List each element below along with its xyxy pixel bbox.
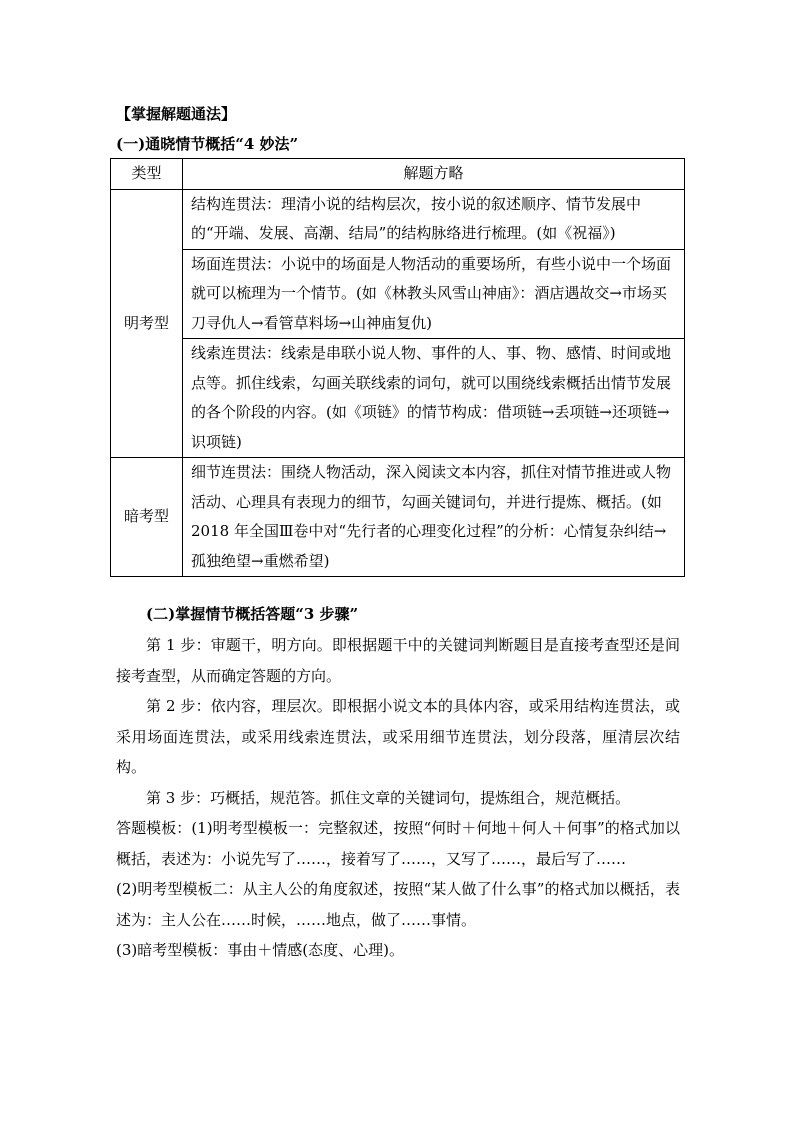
table-row [111, 189, 685, 249]
type-cell-implicit: 暗考型 [111, 458, 183, 577]
table-row [111, 458, 685, 577]
template-1-paragraph: 答题模板：(1)明考型模板一：完整叙述，按照“何时＋何地＋何人＋何事”的格式加以概括，表述为：小说先写了……，接着写了……，又写了……，最后写了…… [116, 819, 680, 868]
strategy-cell-detail: 细节连贯法：围绕人物活动，深入阅读文本内容，抓住对情节推进或人物活动、心理具有表现力的细节，勾画关键词句，并进行提炼、概括。(如 2018 年全国Ⅲ卷中对“先行者的心理变化过程”的分析：心情复杂纠结→孤独绝望→重燃希望) [183, 458, 685, 577]
type-cell-explicit: 明考型 [111, 189, 183, 458]
steps-block [116, 630, 680, 966]
step-3-paragraph: 第 3 步：巧概括，规范答。抓住文章的关键词句，提炼组合，规范概括。 [146, 788, 631, 807]
main-heading: 【掌握解题通法】 [116, 105, 237, 123]
step-2-paragraph: 第 2 步：依内容，理层次。即根据小说文本的具体内容，或采用结构连贯法，或采用场面连贯法，或采用线索连贯法，或采用细节连贯法，划分段落，厘清层次结构。 [116, 697, 680, 776]
section-2-title: (二)掌握情节概括答题“3 步骤” [146, 605, 359, 623]
strategy-cell-clue: 线索连贯法：线索是串联小说人物、事件的人、事、物、感情、时间或地点等。抓住线索，勾画关联线索的词句，就可以围绕线索概括出情节发展的各个阶段的内容。(如《项链》的情节构成：借项链→丢项链→还项链→识项链) [183, 339, 685, 458]
strategy-cell-structure: 结构连贯法：理清小说的结构层次，按小说的叙述顺序、情节发展中的“开端、发展、高潮、结局”的结构脉络进行梳理。(如《祝福》) [183, 189, 685, 249]
strategy-table [110, 158, 685, 577]
template-2-paragraph: (2)明考型模板二：从主人公的角度叙述，按照“某人做了什么事”的格式加以概括，表述为：主人公在……时候，……地点，做了……事情。 [116, 880, 680, 929]
step-1-paragraph: 第 1 步：审题干，明方向。即根据题干中的关键词判断题目是直接考查型还是间接考查型，从而确定答题的方向。 [116, 636, 680, 685]
header-type: 类型 [111, 159, 183, 190]
table-header-row [111, 159, 685, 190]
strategy-cell-scene: 场面连贯法：小说中的场面是人物活动的重要场所，有些小说中一个场面就可以梳理为一个情节。(如《林教头风雪山神庙》：酒店遇故交→市场买刀寻仇人→看管草料场→山神庙复仇) [183, 249, 685, 339]
template-3-paragraph: (3)暗考型模板：事由＋情感(态度、心理)。 [116, 941, 404, 959]
table-row [111, 339, 685, 458]
section-1-title: (一)通晓情节概括“4 妙法” [116, 135, 299, 153]
table-row [111, 249, 685, 339]
header-strategy: 解题方略 [183, 159, 685, 190]
